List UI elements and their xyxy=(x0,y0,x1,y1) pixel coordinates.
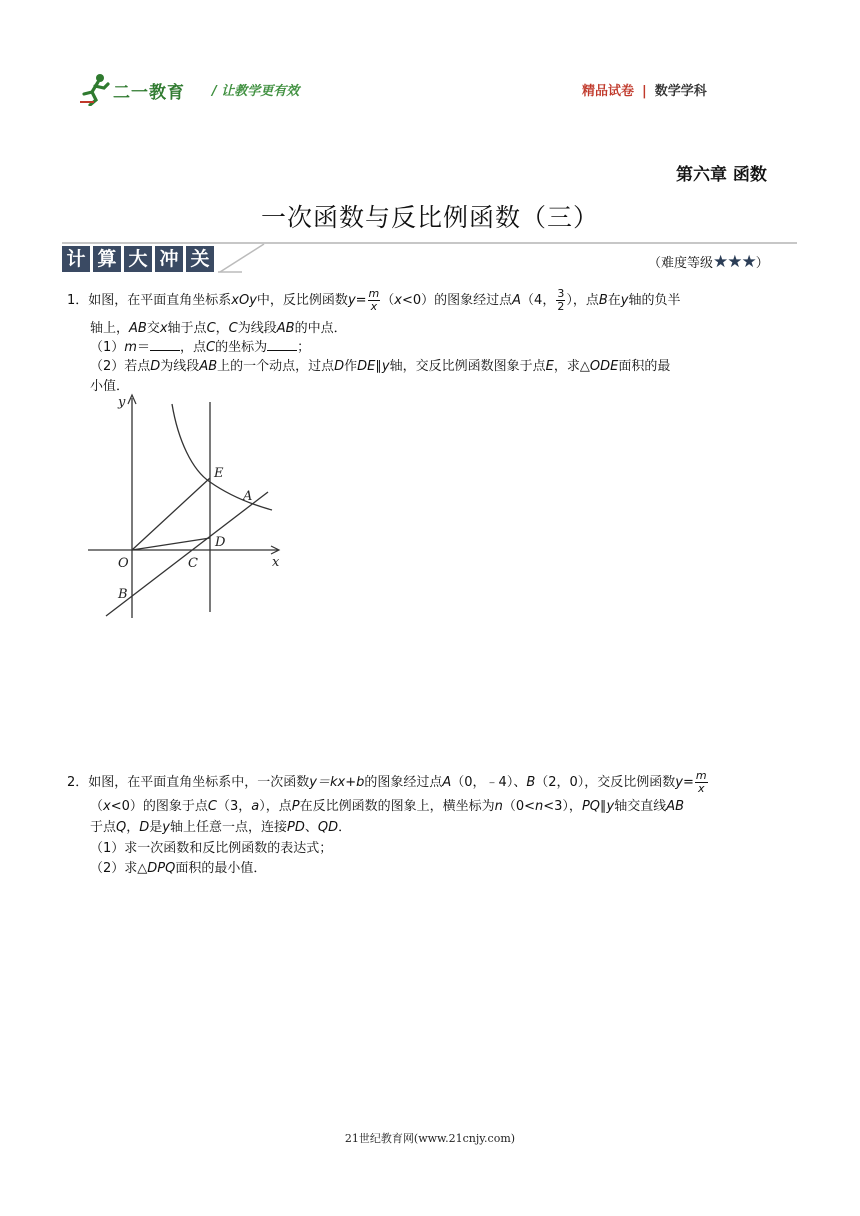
header-right: 精品试卷 | 数学学科 xyxy=(582,84,707,99)
fraction-3-over-2: $\frac{3}{2}$ xyxy=(557,287,565,313)
banner-divider xyxy=(62,242,797,244)
label-x: x xyxy=(272,555,280,570)
header-label-premium: 精品试卷 xyxy=(582,84,635,99)
chapter-heading: 第六章 函数 xyxy=(676,165,767,185)
problem2-line1: 2．如图，在平面直角坐标系中，一次函数y＝kx+b的图象经过点A（0，﹣4）、B（2，0），交反比例函数y= $\frac{m}{x}$ xyxy=(67,769,707,795)
banner-char: 冲 xyxy=(155,246,183,272)
label-y: y xyxy=(118,395,126,410)
label-A: A xyxy=(243,489,253,504)
page-footer: 21世纪教育网(www.21cnjy.com) xyxy=(344,1132,516,1145)
difficulty-label: （难度等级★★★） xyxy=(648,252,769,272)
banner-slash xyxy=(218,242,268,274)
label-D: D xyxy=(215,535,226,550)
problem2-line2: （x<0）的图象于点C（3，a），点P在反比例函数的图象上，横坐标为n（0<n<3），PQ∥y轴交直线AB xyxy=(90,799,685,814)
label-C: C xyxy=(188,556,198,571)
logo-text: 二一教育 xyxy=(113,83,185,103)
answer-blank[interactable] xyxy=(150,338,180,351)
section-banner xyxy=(62,246,220,272)
header-label-subject: 数学学科 xyxy=(654,84,707,99)
banner-char: 关 xyxy=(186,246,214,272)
problem1-figure xyxy=(80,390,300,620)
problem1-part1: （1）m＝ ，点C的坐标为 ； xyxy=(90,340,311,355)
page-title: 一次函数与反比例函数（三） xyxy=(260,203,599,232)
banner-char: 算 xyxy=(93,246,121,272)
fraction-m-over-x: $\frac{m}{x}$ xyxy=(695,769,707,795)
banner-char: 计 xyxy=(62,246,90,272)
problem1-part2: （2）若点D为线段AB上的一个动点，过点D作DE∥y轴，交反比例函数图象于点E，求△ODE面积的最 xyxy=(90,359,671,374)
label-O: O xyxy=(118,556,129,571)
answer-blank[interactable] xyxy=(267,338,297,351)
fraction-m-over-x: $\frac{m}{x}$ xyxy=(368,287,380,313)
problem1-line1: 1．如图，在平面直角坐标系xOy中，反比例函数y= $\frac{m}{x}$ （x<0）的图象经过点A（4， $\frac{3}{2}$ ），点B在y轴的负半 xyxy=(67,287,681,313)
star-rating-icon: ★★★ xyxy=(713,252,756,272)
problem2-part1: （1）求一次函数和反比例函数的表达式； xyxy=(90,841,333,856)
label-B: B xyxy=(118,587,128,602)
label-E: E xyxy=(214,466,224,481)
problem2-line3: 于点Q，D是y轴上任意一点，连接PD、QD． xyxy=(90,820,352,835)
problem2-part2: （2）求△DPQ面积的最小值． xyxy=(90,861,267,876)
problem1-line2: 轴上，AB交x轴于点C，C为线段AB的中点． xyxy=(90,321,347,336)
banner-char: 大 xyxy=(124,246,152,272)
problem1-part2-tail: 小值． xyxy=(90,379,130,394)
slogan: / 让教学更有效 xyxy=(212,84,300,99)
runner-icon xyxy=(78,72,114,106)
